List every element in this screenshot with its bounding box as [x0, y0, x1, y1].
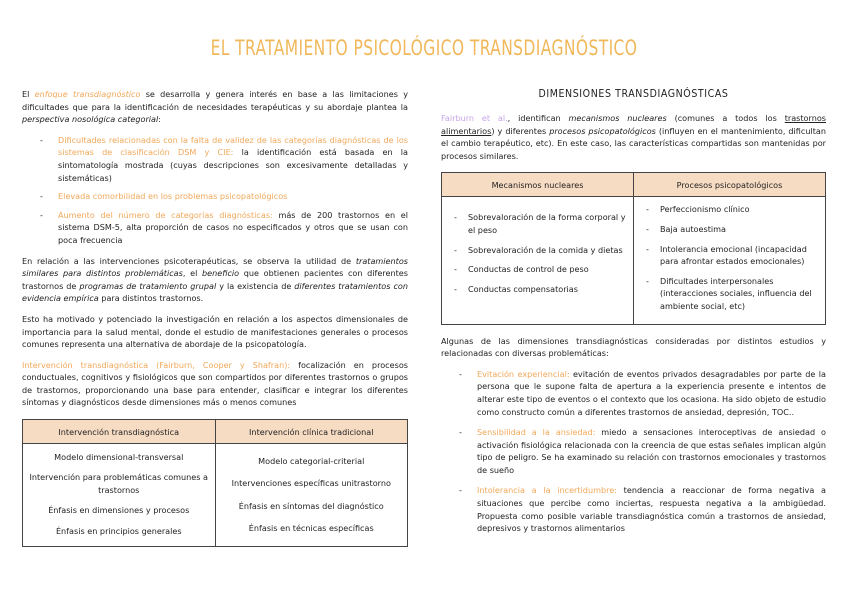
- intervention-paragraph: Intervención transdiagnóstica (Fairburn, Cooper y Shafran): focalización en procesos conductuales, cognitivos y fisiológicos que son compartidos por diferentes trastornos o grupos de trastornos, proporcionando una base para entender, clasificar e integrar los diferentes síntomas y diagnósticos desde dimensiones más o menos comunes: [22, 359, 408, 408]
- list-item: - Evitación experiencial: evitación de eventos privados desagradables por parte de la persona que le supone falta de apertura a la experiencia presente e intentos de alterar este tipo de eventos o el contexto que los ocasiona. Ha sido objeto de estudio como constructo común a diferentes trastornos de ansiedad, depresión, TOC..: [477, 368, 826, 418]
- table-cell: - Perfeccionismo clínico - Baja autoestima - Intolerancia emocional (incapacidad para afrontar estados emocionales) - Dificultades interpersonales (interacciones sociales, influencia del ambiente social, etc): [634, 197, 826, 324]
- motivation-paragraph: Esto ha motivado y potenciado la investigación en relación a los aspectos dimensionales de importancia para la salud mental, donde el estudio de manifestaciones generales o procesos comunes representa una alternativa de abordaje de la psicopatología.: [22, 313, 408, 350]
- table-header: Intervención clínica tradicional: [215, 420, 408, 444]
- list-item: - Dificultades relacionadas con la falta de validez de las categorías diagnósticas de los sistemas de clasificación DSM y CIE: la identificación está basada en la sintomatología mostrada (cuyas descripciones son excesivamente detalladas y sistemáticas): [58, 134, 408, 184]
- table-cell: - Sobrevaloración de la forma corporal y el peso - Sobrevaloración de la comida y dietas - Conductas de control de peso - Conductas compensatorias: [442, 197, 634, 324]
- table-cell: Modelo dimensional-transversal Intervención para problemáticas comunes a trastornos Énfasis en dimensiones y procesos Énfasis en principios generales: [23, 444, 216, 547]
- table-header: Procesos psicopatológicos: [634, 173, 826, 197]
- intro-paragraph: El enfoque transdiagnóstico se desarrolla y genera interés en base a las limitaciones y dificultades que para la identificación de necesidades terapéuticas y su abordaje plantea la perspectiva nosológica categorial:: [22, 89, 408, 125]
- list-item: - Intolerancia a la incertidumbre: tendencia a reaccionar de forma negativa a situaciones que percibe como inciertas, respuesta negativa a la ambigüedad. Propuesta como posible variable transdiagnóstica común a trastornos de ansiedad, depresivos y trastornos alimentarios: [477, 484, 826, 534]
- list-item: - Aumento del número de categorías diagnósticas: más de 200 trastornos en el sistema DSM-5, alta proporción de casos no especificados y otros que se usan con poca frecuencia: [58, 209, 408, 247]
- intervention-comparison-table: [22, 419, 408, 547]
- section-heading: DIMENSIONES TRANSDIAGNÓSTICAS: [538, 88, 729, 100]
- right-column: [441, 88, 826, 543]
- psychotherapy-paragraph: En relación a las intervenciones psicoterapéuticas, se observa la utilidad de tratamientos similares para distintos problemáticas, el beneficio que obtienen pacientes con diferentes trastornos de programas de tratamiento grupal y la existencia de diferentes tratamientos con evidencia empírica para distintos trastornos.: [22, 255, 408, 304]
- left-column: [22, 88, 408, 547]
- list-item: - Sensibilidad a la ansiedad: miedo a sensaciones interoceptivas de ansiedad o activación fisiológica relacionada con la creencia de que estas señales implican algún tipo de peligro. Se ha examinado su relación con trastornos emocionales y trastornos de sueño: [477, 426, 826, 476]
- fairburn-paragraph: Fairburn et al., identifican mecanismos nucleares (comunes a todos los trastornos alimentarios) y diferentes procesos psicopatológicos (influyen en el mantenimiento, dificultan el cambio terapéutico, etc). En este caso, las características compartidas son mantenidas por procesos similares.: [441, 113, 826, 161]
- mechanisms-table: [441, 172, 826, 324]
- dimensions-list: [441, 368, 826, 535]
- table-header: Mecanismos nucleares: [442, 173, 634, 197]
- highlight-enfoque: enfoque transdiagnóstico: [34, 89, 141, 99]
- page-title: EL TRATAMIENTO PSICOLÓGICO TRANSDIAGNÓSTICO: [210, 36, 638, 60]
- table-cell: Modelo categorial-criterial Intervenciones específicas unitrastorno Énfasis en síntomas del diagnóstico Énfasis en técnicas específicas: [215, 444, 408, 547]
- dimensions-intro: Algunas de las dimensiones transdiagnósticas consideradas por distintos estudios y relacionadas con diversas problemáticas:: [441, 335, 826, 359]
- list-item: - Elevada comorbilidad en los problemas psicopatológicos: [58, 190, 408, 203]
- limitations-list: [22, 134, 408, 247]
- table-header: Intervención transdiagnóstica: [23, 420, 216, 444]
